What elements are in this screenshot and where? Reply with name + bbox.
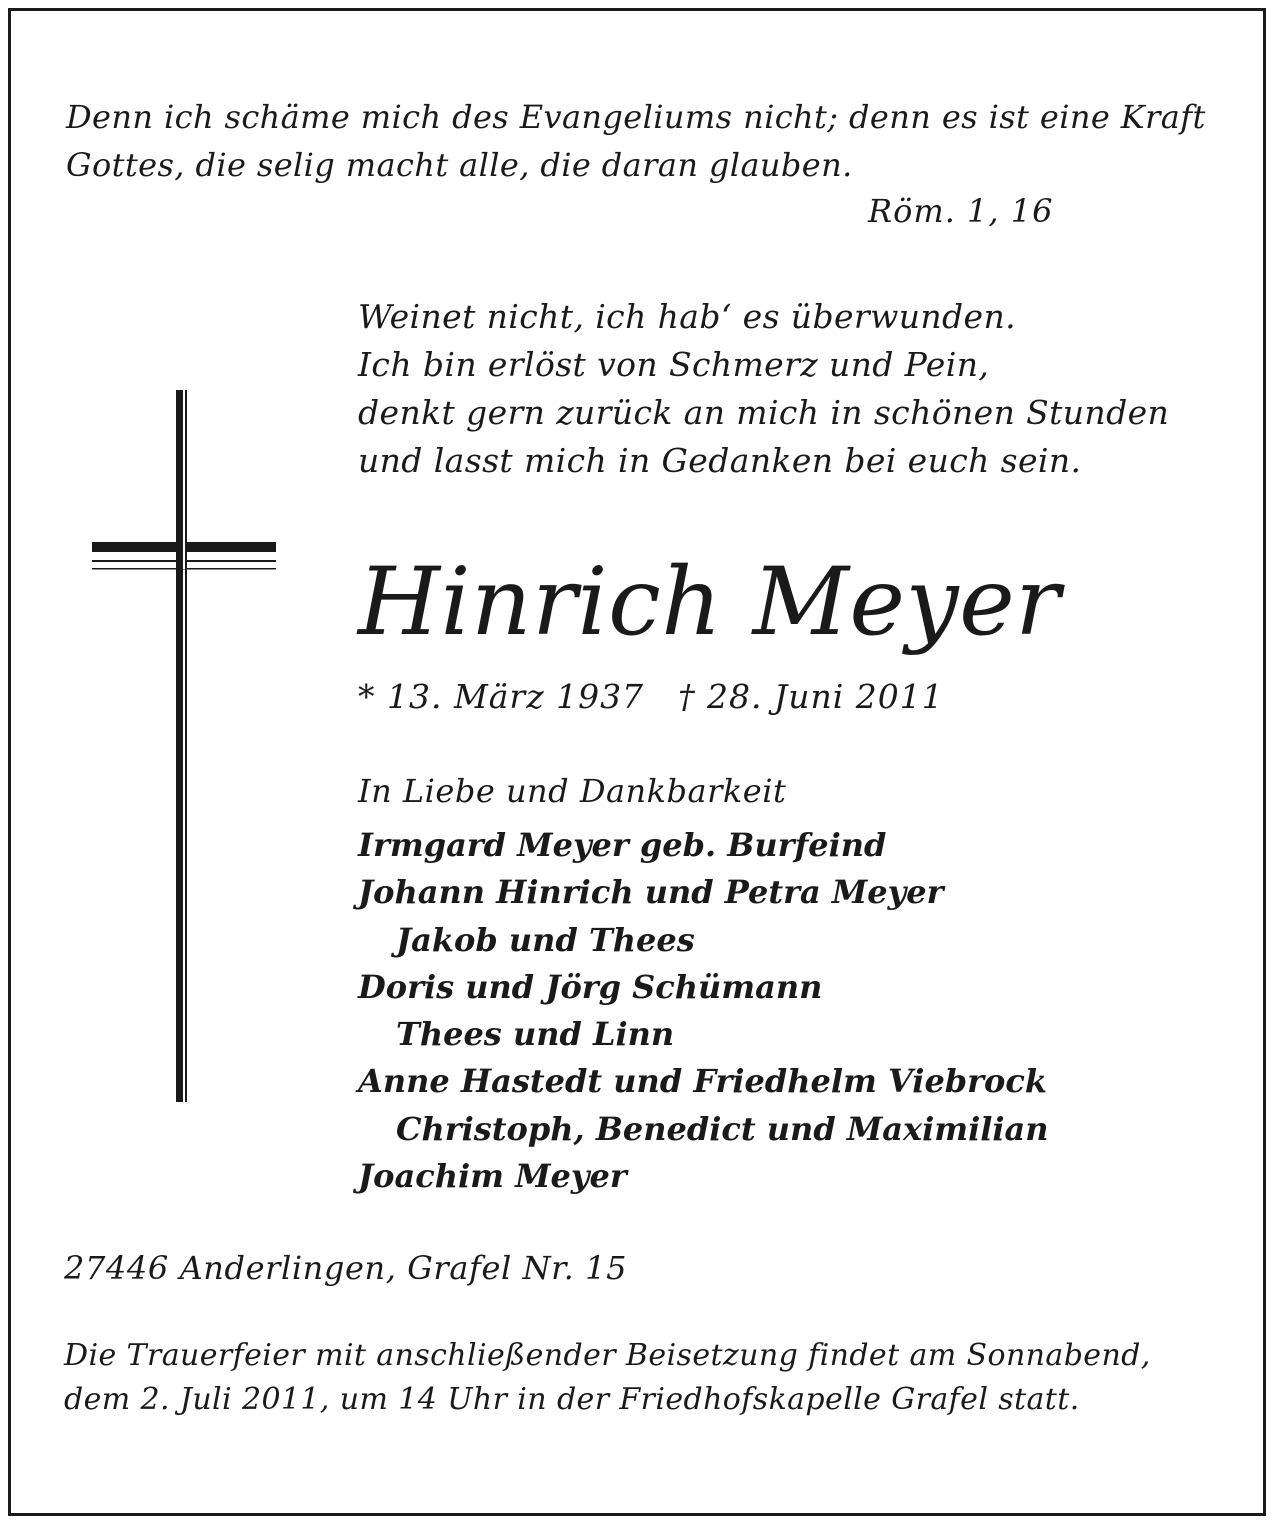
mourner-entry: Christoph, Benedict und Maximilian	[396, 1109, 1049, 1148]
death-date: † 28. Juni 2011	[678, 677, 944, 716]
mourner-entry: Anne Hastedt und Friedhelm Viebrock	[358, 1062, 1048, 1101]
service-notice-line: Die Trauerfeier mit anschließender Beisetzung findet am Sonnabend,	[64, 1338, 1151, 1373]
address: 27446 Anderlingen, Grafel Nr. 15	[64, 1249, 628, 1287]
birth-date: * 13. März 1937	[358, 677, 645, 716]
mourners-intro: In Liebe und Dankbarkeit	[358, 772, 787, 810]
life-dates	[358, 673, 944, 721]
mourner-entry: Jakob und Thees	[396, 920, 695, 959]
poem-line: Ich bin erlöst von Schmerz und Pein,	[358, 345, 990, 384]
bible-verse-line: Gottes, die selig macht alle, die daran glauben.	[66, 146, 853, 184]
mourner-entry: Joachim Meyer	[358, 1157, 627, 1196]
poem-line: und lasst mich in Gedanken bei euch sein.	[358, 441, 1082, 480]
poem-line: denkt gern zurück an mich in schönen Stunden	[358, 393, 1170, 432]
service-notice	[64, 1334, 1214, 1422]
poem	[358, 293, 1218, 485]
mourner-entry: Thees und Linn	[396, 1015, 675, 1054]
mourner-entry: Doris und Jörg Schümann	[358, 967, 823, 1006]
mourner-entry: Irmgard Meyer geb. Burfeind	[358, 826, 887, 864]
poem-line: Weinet nicht, ich hab‘ es überwunden.	[358, 297, 1017, 336]
service-notice-line: dem 2. Juli 2011, um 14 Uhr in der Friedhofskapelle Grafel statt.	[64, 1382, 1080, 1417]
mourner-entry: Johann Hinrich und Petra Meyer	[358, 873, 944, 912]
cross-icon	[92, 390, 276, 1102]
bible-verse-reference: Röm. 1, 16	[868, 192, 1054, 230]
bible-verse	[66, 93, 1216, 189]
deceased-name: Hinrich Meyer	[358, 548, 1061, 657]
mourners-list	[358, 822, 1238, 1200]
bible-verse-line: Denn ich schäme mich des Evangeliums nicht; denn es ist eine Kraft	[66, 98, 1206, 136]
